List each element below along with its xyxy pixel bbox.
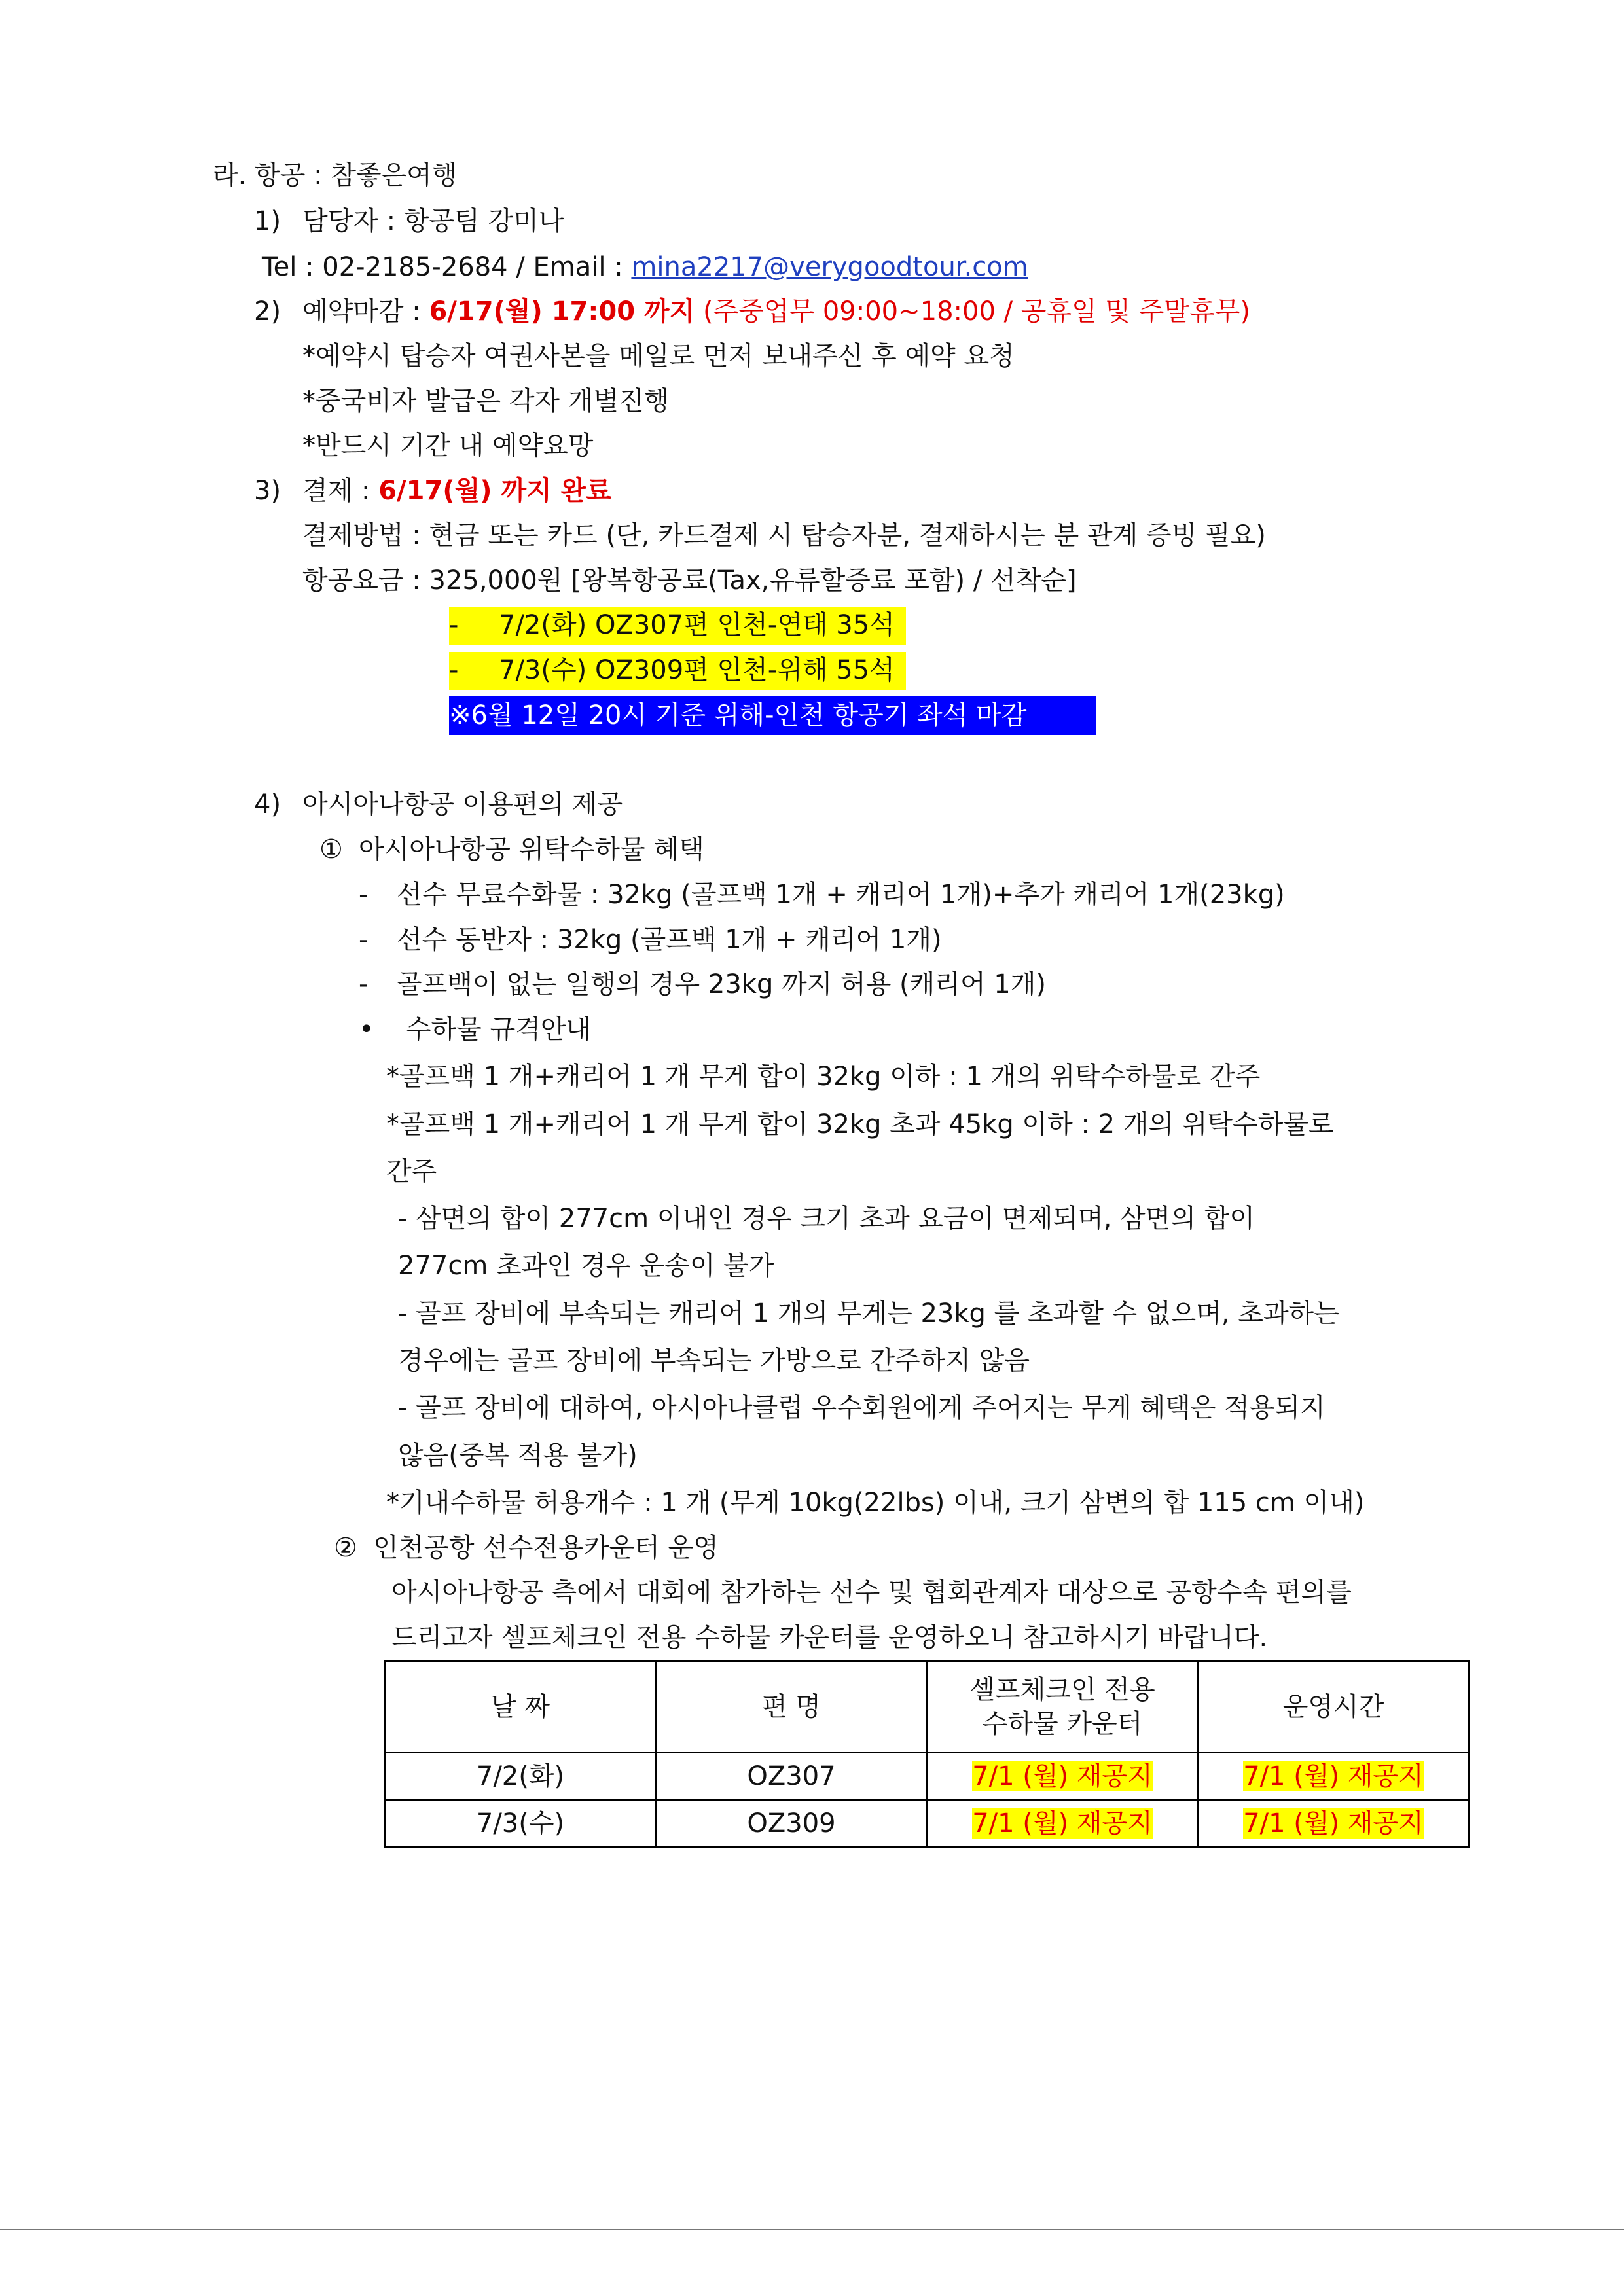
baggage-spec-line: - 골프 장비에 부속되는 캐리어 1 개의 무게는 23kg 를 초과할 수 없으며, 초과하는 — [398, 1299, 1339, 1329]
table-row — [385, 1753, 1469, 1800]
flight-dash: - — [449, 655, 459, 685]
cell-flight: OZ309 — [656, 1800, 927, 1847]
counter-description: 아시아나항공 측에서 대회에 참가하는 선수 및 협회관계자 대상으로 공항수속 편의를 — [391, 1577, 1352, 1607]
reservation-deadline-label: 예약마감 : — [302, 296, 429, 327]
cell-counter-value: 7/1 (월) 재공지 — [972, 1808, 1153, 1839]
baggage-spec-line: 경우에는 골프 장비에 부속되는 가방으로 간주하지 않음 — [398, 1346, 1030, 1376]
item-4-title: 아시아나항공 이용편의 제공 — [302, 789, 623, 819]
flight-text: 7/2(화) OZ307편 인천-연태 35석 — [499, 610, 895, 640]
cell-hours — [1198, 1753, 1469, 1800]
cell-flight: OZ307 — [656, 1753, 927, 1800]
baggage-spec-line: 277cm 초과인 경우 운송이 불가 — [398, 1251, 774, 1281]
baggage-spec-line: - 골프 장비에 대하여, 아시아나클럽 우수회원에게 주어지는 무게 혜택은 적용되지 — [398, 1393, 1326, 1423]
cell-counter-value: 7/1 (월) 재공지 — [972, 1761, 1153, 1791]
flight-dash: - — [449, 610, 459, 640]
reservation-deadline-line — [302, 293, 1250, 330]
tel-label: Tel : 02-2185-2684 / Email : — [262, 252, 632, 282]
reservation-note: *예약시 탑승자 여권사본을 메일로 먼저 보내주신 후 예약 요청 — [302, 341, 1015, 371]
bullet-dot-icon: • — [359, 1014, 374, 1045]
baggage-spec-line: - 삼면의 합이 277cm 이내인 경우 크기 초과 요금이 면제되며, 삼면의 합이 — [398, 1204, 1255, 1234]
air-fare: 항공요금 : 325,000원 [왕복항공료(Tax,유류할증료 포함) / 선착순] — [302, 565, 1077, 596]
baggage-benefit-item: 선수 무료수화물 : 32kg (골프백 1개 + 캐리어 1개)+추가 캐리어 1개(23kg) — [397, 880, 1285, 910]
flight-row — [449, 607, 906, 645]
payment-label: 결제 : — [302, 476, 379, 506]
table-row — [385, 1800, 1469, 1847]
baggage-spec-line: *골프백 1 개+캐리어 1 개 무게 합이 32kg 이하 : 1 개의 위탁수하물로 간주 — [386, 1062, 1261, 1092]
office-hours: (주중업무 09:00~18:00 / 공휴일 및 주말휴무) — [702, 296, 1250, 327]
payment-method: 결제방법 : 현금 또는 카드 (단, 카드결제 시 탑승자분, 결재하시는 분 관계 증빙 필요) — [302, 520, 1266, 550]
section-title: 라. 항공 : 참좋은여행 — [213, 160, 458, 190]
counter-schedule-table — [384, 1660, 1470, 1848]
flight-row — [449, 652, 906, 690]
baggage-benefit-item: 선수 동반자 : 32kg (골프백 1개 + 캐리어 1개) — [397, 925, 942, 955]
bullet-dash: - — [359, 880, 369, 910]
item-1-number: 1) — [254, 206, 281, 236]
header-flight: 편 명 — [656, 1661, 927, 1753]
cell-date: 7/3(수) — [385, 1800, 656, 1847]
header-hours: 운영시간 — [1198, 1661, 1469, 1753]
bullet-dash: - — [359, 969, 369, 999]
item-3-number: 3) — [254, 476, 281, 506]
baggage-spec-title: 수하물 규격안내 — [406, 1014, 592, 1045]
cell-counter — [927, 1753, 1198, 1800]
cell-hours-value: 7/1 (월) 재공지 — [1243, 1761, 1424, 1791]
baggage-spec-line: 않음(중복 적용 불가) — [398, 1441, 638, 1471]
page-footer-rule — [0, 2229, 1624, 2230]
circled-number-1: ① — [319, 834, 343, 865]
cell-counter — [927, 1800, 1198, 1847]
cell-date: 7/2(화) — [385, 1753, 656, 1800]
baggage-benefit-title: 아시아나항공 위탁수하물 혜택 — [359, 834, 704, 865]
header-counter-line1: 셀프체크인 전용 — [969, 1675, 1155, 1705]
payment-deadline-line — [302, 473, 611, 509]
table-header-row — [385, 1661, 1469, 1753]
header-counter-line2: 수하물 카운터 — [982, 1709, 1143, 1739]
seat-closing-notice: ※6월 12일 20시 기준 위해-인천 항공기 좌석 마감 — [449, 696, 1096, 735]
baggage-spec-line: 간주 — [386, 1157, 437, 1187]
counter-description: 드리고자 셀프체크인 전용 수하물 카운터를 운영하오니 참고하시기 바랍니다. — [391, 1623, 1268, 1653]
baggage-spec-line: *기내수하물 허용개수 : 1 개 (무게 10kg(22lbs) 이내, 크기 삼변의 합 115 cm 이내) — [386, 1488, 1365, 1518]
header-counter — [927, 1661, 1198, 1753]
item-4-number: 4) — [254, 789, 281, 819]
counter-title: 인천공항 선수전용카운터 운영 — [373, 1533, 719, 1563]
flight-text: 7/3(수) OZ309편 인천-위해 55석 — [499, 655, 895, 685]
contact-person: 담당자 : 항공팀 강미나 — [302, 206, 564, 236]
reservation-note: *반드시 기간 내 예약요망 — [302, 431, 594, 461]
contact-line — [262, 249, 1028, 285]
cell-hours-value: 7/1 (월) 재공지 — [1243, 1808, 1424, 1839]
reservation-deadline: 6/17(월) 17:00 까지 — [429, 296, 695, 327]
email-link[interactable]: mina2217@verygoodtour.com — [631, 252, 1028, 282]
bullet-dash: - — [359, 925, 369, 955]
baggage-spec-line: *골프백 1 개+캐리어 1 개 무게 합이 32kg 초과 45kg 이하 : 2 개의 위탁수하물로 — [386, 1109, 1334, 1139]
cell-hours — [1198, 1800, 1469, 1847]
reservation-note: *중국비자 발급은 각자 개별진행 — [302, 386, 670, 416]
circled-number-2: ② — [334, 1533, 357, 1563]
item-2-number: 2) — [254, 296, 281, 327]
header-date: 날 짜 — [385, 1661, 656, 1753]
baggage-benefit-item: 골프백이 없는 일행의 경우 23kg 까지 허용 (캐리어 1개) — [397, 969, 1046, 999]
payment-deadline: 6/17(월) 까지 완료 — [378, 476, 611, 506]
